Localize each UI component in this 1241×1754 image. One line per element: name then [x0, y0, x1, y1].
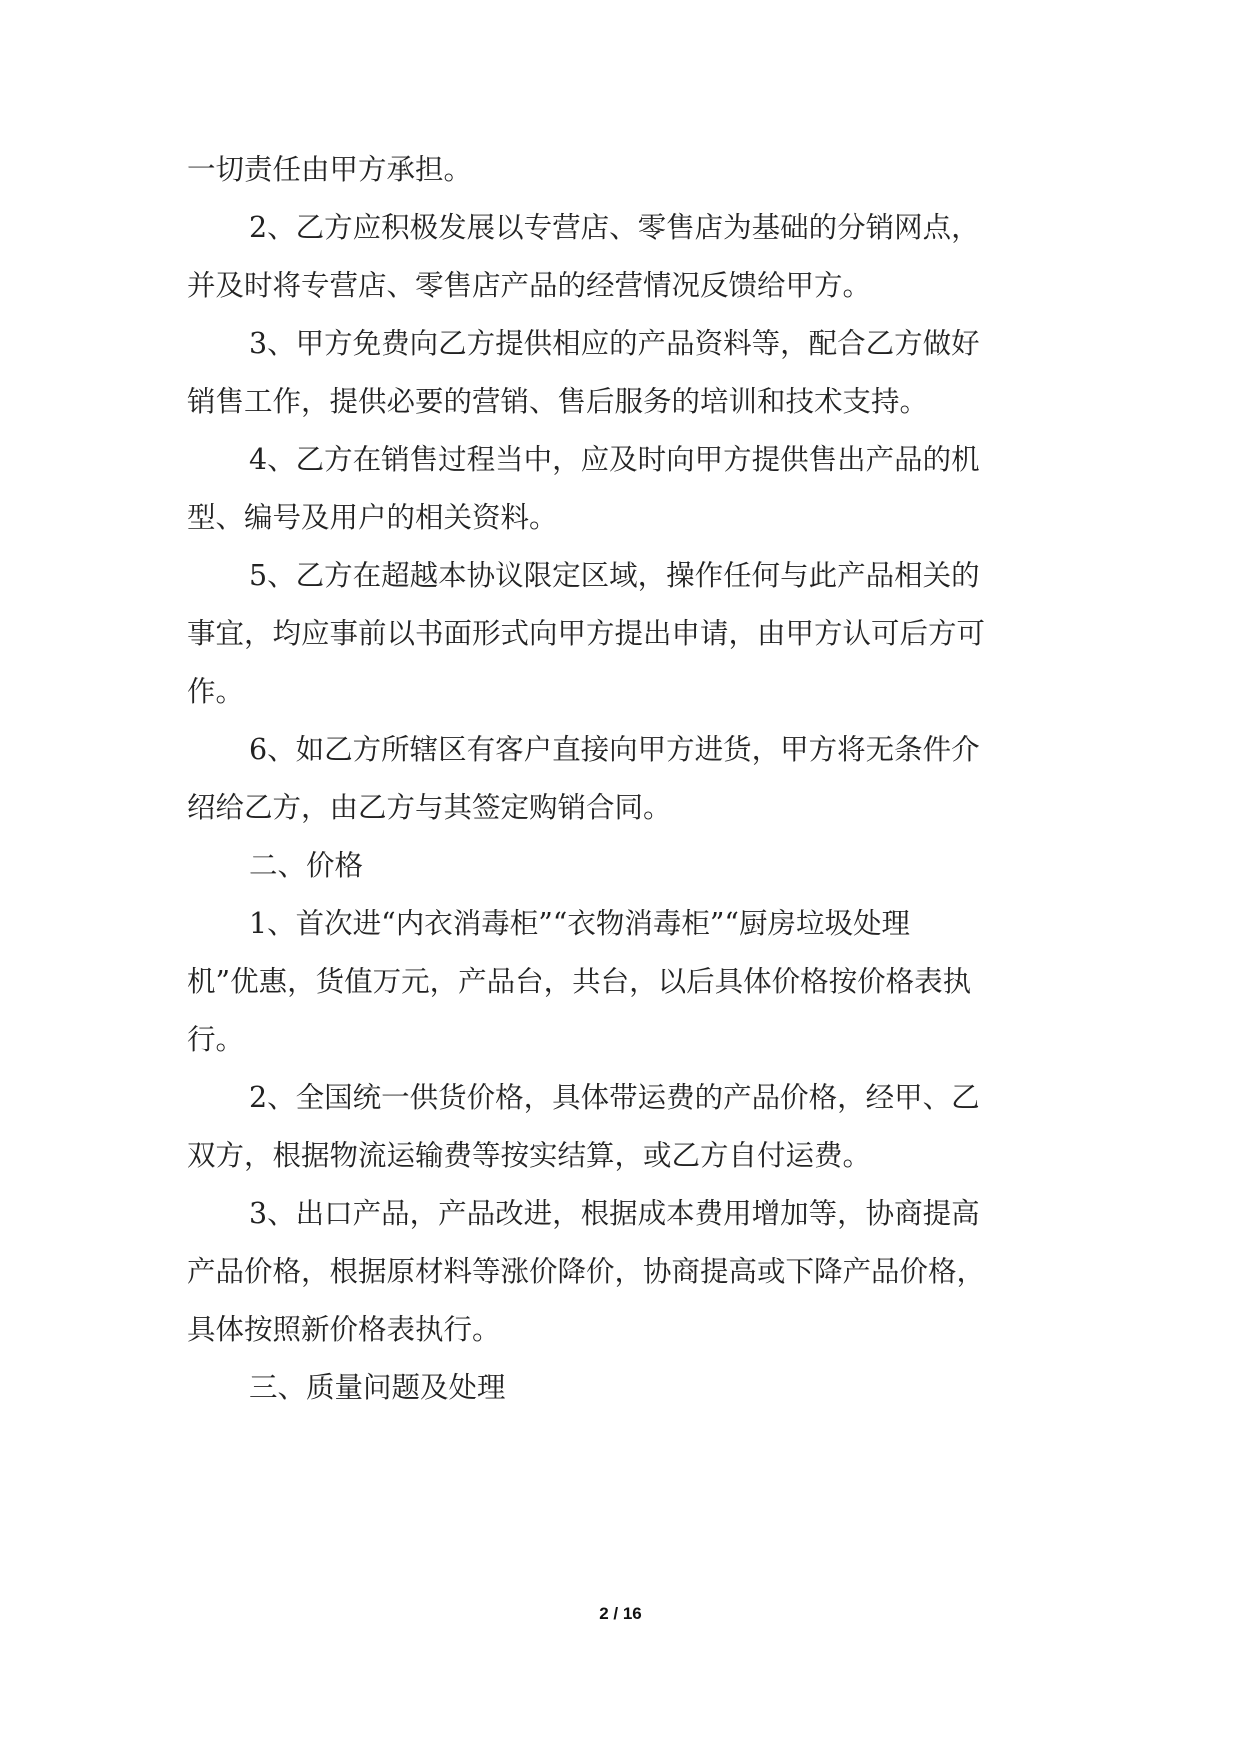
- text-line: 产品价格，根据原材料等涨价降价，协商提高或下降产品价格，: [187, 1255, 986, 1288]
- text-line: 型、编号及用户的相关资料。: [187, 501, 558, 534]
- text-line: 事宜，均应事前以书面形式向甲方提出申请，由甲方认可后方可: [187, 617, 986, 650]
- text-line: 一切责任由甲方承担。: [187, 153, 473, 186]
- section-heading: 二、价格: [249, 849, 364, 882]
- text-line: 2、全国统一供货价格，具体带运费的产品价格，经甲、乙: [249, 1081, 980, 1114]
- text-line: 6、如乙方所辖区有客户直接向甲方进货，甲方将无条件介: [249, 733, 980, 766]
- text-line: 行。: [187, 1023, 245, 1056]
- text-line: 2、乙方应积极发展以专营店、零售店为基础的分销网点，: [249, 211, 980, 244]
- text-line: 3、出口产品，产品改进，根据成本费用增加等，协商提高: [249, 1197, 980, 1230]
- text-line: 机”优惠，货值万元，产品台，共台，以后具体价格按价格表执: [187, 965, 972, 998]
- section-heading: 三、质量问题及处理: [249, 1371, 506, 1404]
- text-line: 销售工作，提供必要的营销、售后服务的培训和技术支持。: [187, 385, 929, 418]
- text-line: 1、首次进“内衣消毒柜”“衣物消毒柜”“厨房垃圾处理: [249, 907, 910, 940]
- text-line: 双方，根据物流运输费等按实结算，或乙方自付运费。: [187, 1139, 872, 1172]
- text-line: 3、甲方免费向乙方提供相应的产品资料等，配合乙方做好: [249, 327, 980, 360]
- text-line: 绍给乙方，由乙方与其签定购销合同。: [187, 791, 672, 824]
- text-line: 具体按照新价格表执行。: [187, 1313, 501, 1346]
- text-line: 4、乙方在销售过程当中，应及时向甲方提供售出产品的机: [249, 443, 980, 476]
- text-line: 5、乙方在超越本协议限定区域，操作任何与此产品相关的: [249, 559, 980, 592]
- text-line: 并及时将专营店、零售店产品的经营情况反馈给甲方。: [187, 269, 872, 302]
- text-line: 作。: [187, 675, 245, 708]
- page-number: 2 / 16: [599, 1604, 642, 1623]
